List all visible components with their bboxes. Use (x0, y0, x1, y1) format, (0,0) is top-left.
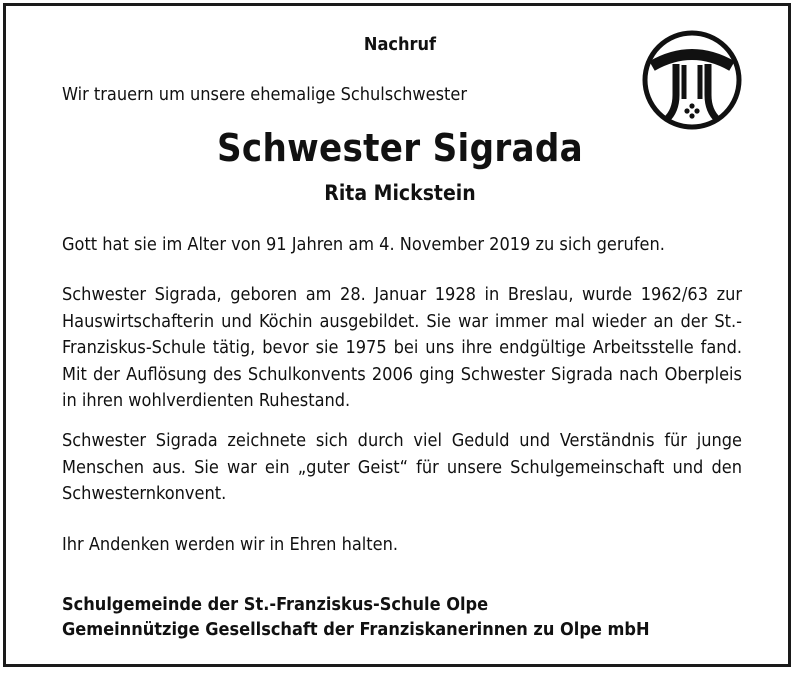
signatory-school: Schulgemeinde der St.-Franziskus-Schule Olpe (62, 594, 489, 615)
paragraph-biography: Schwester Sigrada, geboren am 28. Januar 1928 in Breslau, wurde 1962/63 zur Hauswirtschafterin und Köchin ausgebildet. Sie war immer mal wieder an der St.-Franziskus-Schule tätig, bevor sie 1975 bei uns ihre endgültige Arbeitsstelle fand. Mit der Auflösung des Schulkonvents 2006 ging Schwester Sigrada nach Oberpleis in ihren wohlverdienten Ruhestand. (62, 284, 742, 411)
notice-heading: Nachruf (363, 34, 437, 55)
paragraph-character: Schwester Sigrada zeichnete sich durch viel Geduld und Verständnis für junge Menschen aus. Sie war ein „guter Geist“ für unsere Schulgemeinschaft und den Schwesternkonvent. (62, 430, 742, 504)
intro-line: Wir trauern um unsere ehemalige Schulschwester (62, 84, 468, 105)
franciscan-tau-cross-emblem-icon (641, 29, 743, 131)
civil-name: Rita Mickstein (324, 181, 476, 205)
paragraph-remembrance: Ihr Andenken werden wir in Ehren halten. (62, 534, 398, 555)
deceased-name: Schwester Sigrada (216, 126, 584, 170)
signatory-society: Gemeinnützige Gesellschaft der Franziskanerinnen zu Olpe mbH (62, 619, 650, 640)
paragraph-passing: Gott hat sie im Alter von 91 Jahren am 4. November 2019 zu sich gerufen. (62, 234, 665, 255)
